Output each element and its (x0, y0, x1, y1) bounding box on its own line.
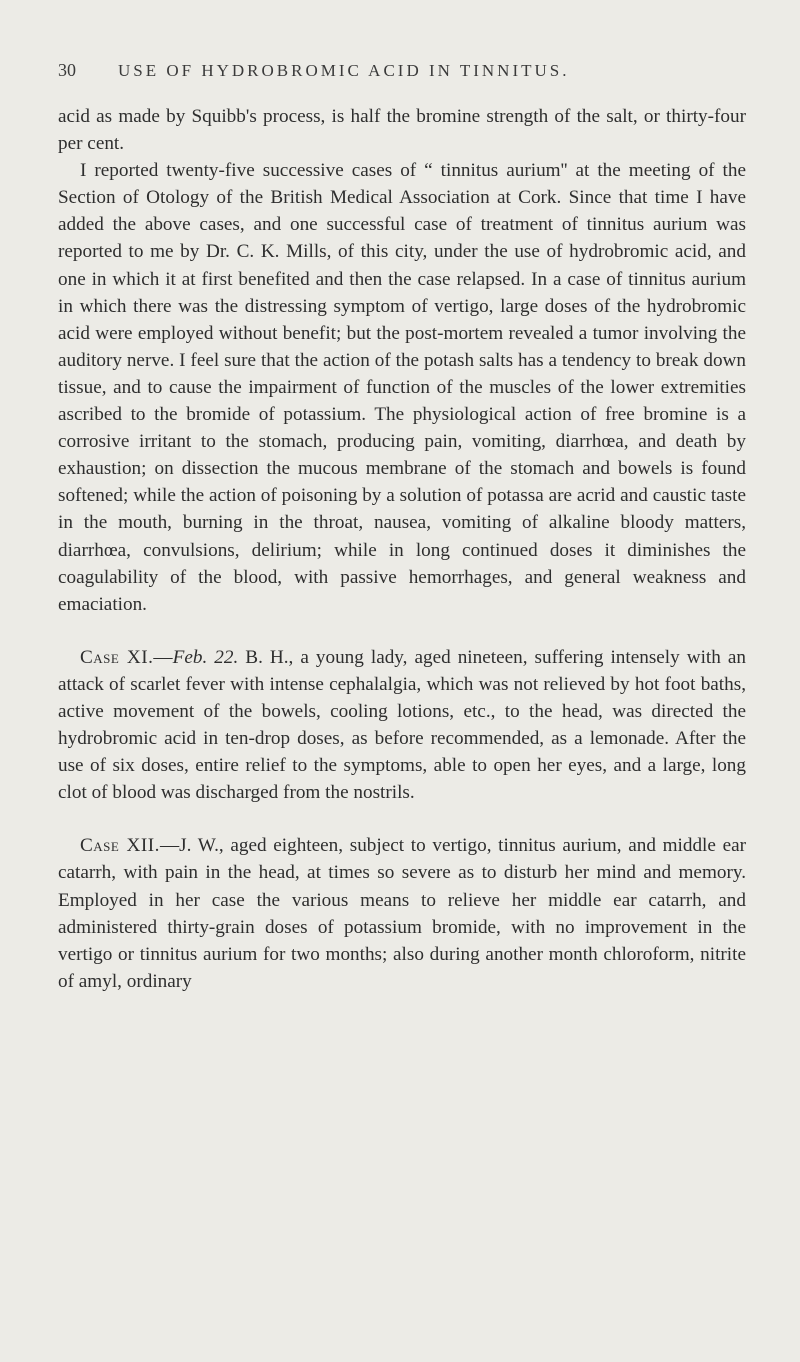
paragraph-continuation: acid as made by Squibb's process, is half the bromine strength of the salt, or thirty-four per cent. (58, 106, 746, 155)
case-xi-date: Feb. 22. (172, 646, 239, 668)
case-xii-text: J. W., aged eighteen, subject to vertigo, tinnitus aurium, and middle ear catarrh, with pain in the head, at times so severe as to disturb her mind and memory. Employed in her case the various means to relieve her middle ear catarrh, and administered thirty-grain doses of potassium bromide, with no improvement in the vertigo or tinnitus aurium for two months; also during another month chloroform, nitrite of amyl, ordinary (58, 835, 746, 992)
case-xi-paragraph: Case XI.—Feb. 22. B. H., a young lady, aged nineteen, suffering intensely with an attack of scarlet fever with intense cephalalgia, which was not relieved by hot foot baths, active movement of the bowels, cooling lotions, etc., to the head, was directed the hydrobromic acid in ten-drop doses, as before recommended, as a lemonade. After the use of six doses, entire relief to the symptoms, able to open her eyes, and a large, long clot of blood was discharged from the nostrils. (58, 646, 746, 804)
running-title: USE OF HYDROBROMIC ACID IN TINNITUS. (118, 61, 570, 80)
case-xii-label: Case XII. (80, 835, 160, 857)
case-xi-text: B. H., a young lady, aged nineteen, suffering intensely with an attack of scarlet fever with intense cephalalgia, which was not relieved by hot foot baths, active movement of the bowels, cooling lotions, etc., to the head, was directed the hydrobromic acid in ten-drop doses, as before recommended, as a lemonade. After the use of six doses, entire relief to the symptoms, able to open her eyes, and a large, long clot of blood was discharged from the nostrils. (58, 646, 746, 804)
running-head (58, 60, 746, 81)
case-xii-paragraph: Case XII.—J. W., aged eighteen, subject to vertigo, tinnitus aurium, and middle ear catarrh, with pain in the head, at times so severe as to disturb her mind and memory. Employed in her case the various means to relieve her middle ear catarrh, and administered thirty-grain doses of potassium bromide, with no improvement in the vertigo or tinnitus aurium for two months; also during another month chloroform, nitrite of amyl, ordinary (58, 835, 746, 992)
paragraph-tinnitus-report: I reported twenty-five successive cases of “ tinnitus aurium'' at the meeting of the Section of Otology of the British Medical Association at Cork. Since that time I have added the above cases, and one successful case of treatment of tinnitus aurium was reported to me by Dr. C. K. Mills, of this city, under the use of hydrobromic acid, and one in which it at first benefited and then the case relapsed. In a case of tinnitus aurium in which there was the distressing symptom of vertigo, large doses of the hydrobromic acid were employed without benefit; but the post-mortem revealed a tumor involving the auditory nerve. I feel sure that the action of the potash salts has a tendency to break down tissue, and to cause the impairment of function of the muscles of the lower extremities ascribed to the bromide of potassium. The physiological action of free bromine is a corrosive irritant to the stomach, producing pain, vomiting, diarrhœa, and death by exhaustion; on dissection the mucous membrane of the stomach and bowels is found softened; while the action of poisoning by a solution of potassa are acrid and caustic taste in the mouth, burning in the throat, nausea, vomiting of alkaline bloody matters, diarrhœa, convulsions, delirium; while in long continued doses it diminishes the coagulability of the blood, with passive hemorrhages, and general weakness and emaciation. (58, 160, 746, 615)
page-number: 30 (58, 60, 76, 80)
case-xi-label: Case XI. (80, 646, 154, 668)
